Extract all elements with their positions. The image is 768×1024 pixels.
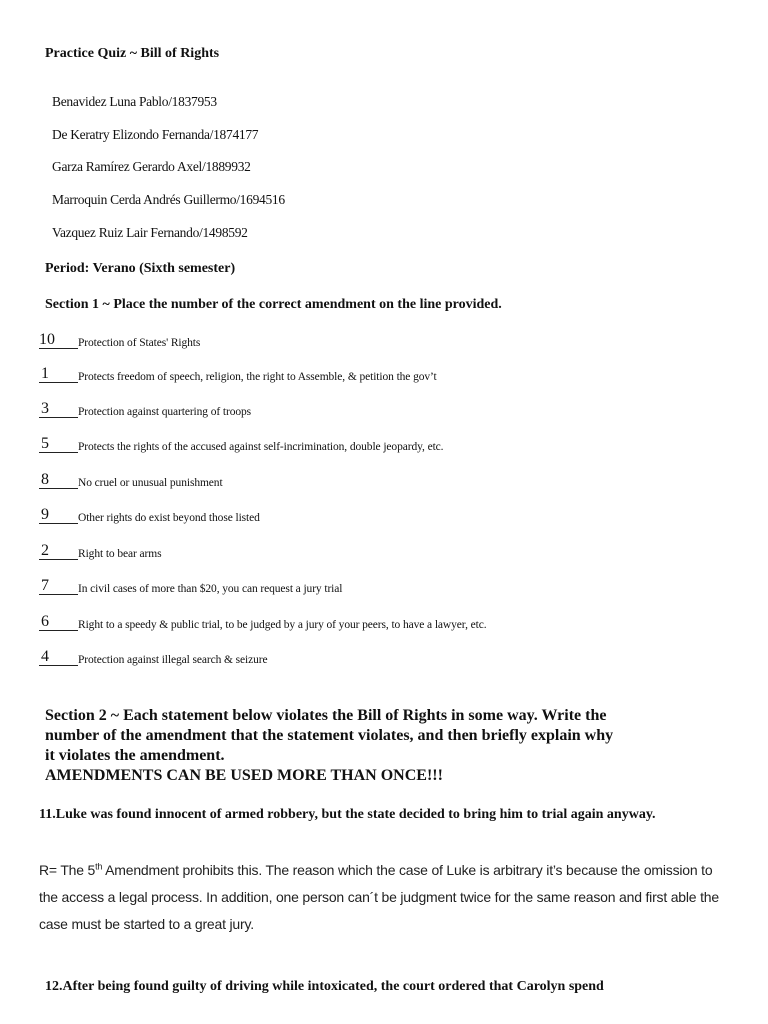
answer-blank — [39, 401, 78, 418]
answer-value: 10 — [39, 331, 55, 348]
period-line: Period: Verano (Sixth semester) — [45, 261, 236, 276]
amendment-description: In civil cases of more than $20, you can request a jury trial — [78, 583, 343, 595]
answer-11-prefix: R= The 5 — [39, 862, 96, 878]
answer-blank — [39, 436, 78, 453]
amendment-description: Protects freedom of speech, religion, the right to Assemble, & petition the gov’t — [78, 371, 437, 383]
amendment-description: Protection of States' Rights — [78, 337, 201, 349]
section2-heading — [45, 706, 735, 786]
answer-blank — [39, 614, 78, 631]
answer-blank — [39, 472, 78, 489]
answer-blank — [39, 649, 78, 666]
amendment-row — [39, 365, 437, 385]
answer-value: 2 — [41, 542, 49, 559]
amendment-description: Protection against quartering of troops — [78, 406, 252, 418]
answer-value: 7 — [41, 577, 49, 594]
student-entry: Garza Ramírez Gerardo Axel/1889932 — [52, 159, 251, 174]
amendment-row — [39, 577, 342, 597]
answer-value: 4 — [41, 648, 49, 665]
amendment-row — [39, 471, 223, 491]
answer-blank — [39, 332, 78, 349]
amendment-description: Other rights do exist beyond those listed — [78, 512, 260, 524]
section2-line: Section 2 ~ Each statement below violates the Bill of Rights in some way. Write the — [45, 707, 607, 724]
section2-line: number of the amendment that the statement violates, and then briefly explain why — [45, 727, 614, 744]
amendment-row — [39, 613, 487, 633]
student-entry: Vazquez Ruiz Lair Fernando/1498592 — [52, 225, 248, 240]
answer-11-superscript: th — [95, 861, 103, 872]
answer-value: 9 — [41, 506, 49, 523]
amendment-row — [39, 435, 443, 455]
student-entry: Marroquin Cerda Andrés Guillermo/1694516 — [52, 192, 285, 207]
answer-blank — [39, 507, 78, 524]
amendment-description: Right to bear arms — [78, 548, 162, 560]
amendment-row — [39, 542, 161, 562]
amendment-row — [39, 648, 268, 668]
answer-value: 5 — [41, 435, 49, 452]
answer-blank — [39, 366, 78, 383]
answer-blank — [39, 543, 78, 560]
answer-value: 6 — [41, 613, 49, 630]
answer-value: 1 — [41, 365, 49, 382]
amendment-row — [39, 400, 251, 420]
amendment-description: No cruel or unusual punishment — [78, 477, 223, 489]
answer-11 — [39, 857, 719, 938]
student-entry: De Keratry Elizondo Fernanda/1874177 — [52, 127, 259, 142]
question-11: 11.Luke was found innocent of armed robbery, but the state decided to bring him to trial again anyway. — [39, 807, 656, 822]
student-entry: Benavidez Luna Pablo/1837953 — [52, 94, 217, 109]
amendment-description: Protection against illegal search & seizure — [78, 654, 268, 666]
section1-heading: Section 1 ~ Place the number of the correct amendment on the line provided. — [45, 297, 502, 312]
section2-warning: AMENDMENTS CAN BE USED MORE THAN ONCE!!! — [45, 767, 443, 784]
answer-11-body: Amendment prohibits this. The reason which the case of Luke is arbitrary it’s because the omission to the access a legal process. In addition, one person can´t be judgment twice for the same reason and first able the case must be started to a great jury. — [39, 862, 719, 932]
amendment-description: Protects the rights of the accused against self-incrimination, double jeopardy, etc. — [78, 441, 444, 453]
question-12: 12.After being found guilty of driving while intoxicated, the court ordered that Carolyn spend — [45, 979, 604, 994]
amendment-row — [39, 331, 200, 351]
quiz-title: Practice Quiz ~ Bill of Rights — [45, 46, 220, 61]
amendment-description: Right to a speedy & public trial, to be judged by a jury of your peers, to have a lawyer, etc. — [78, 619, 487, 631]
amendment-row — [39, 506, 260, 526]
answer-value: 8 — [41, 471, 49, 488]
answer-blank — [39, 578, 78, 595]
answer-value: 3 — [41, 400, 49, 417]
section2-line: it violates the amendment. — [45, 747, 225, 764]
